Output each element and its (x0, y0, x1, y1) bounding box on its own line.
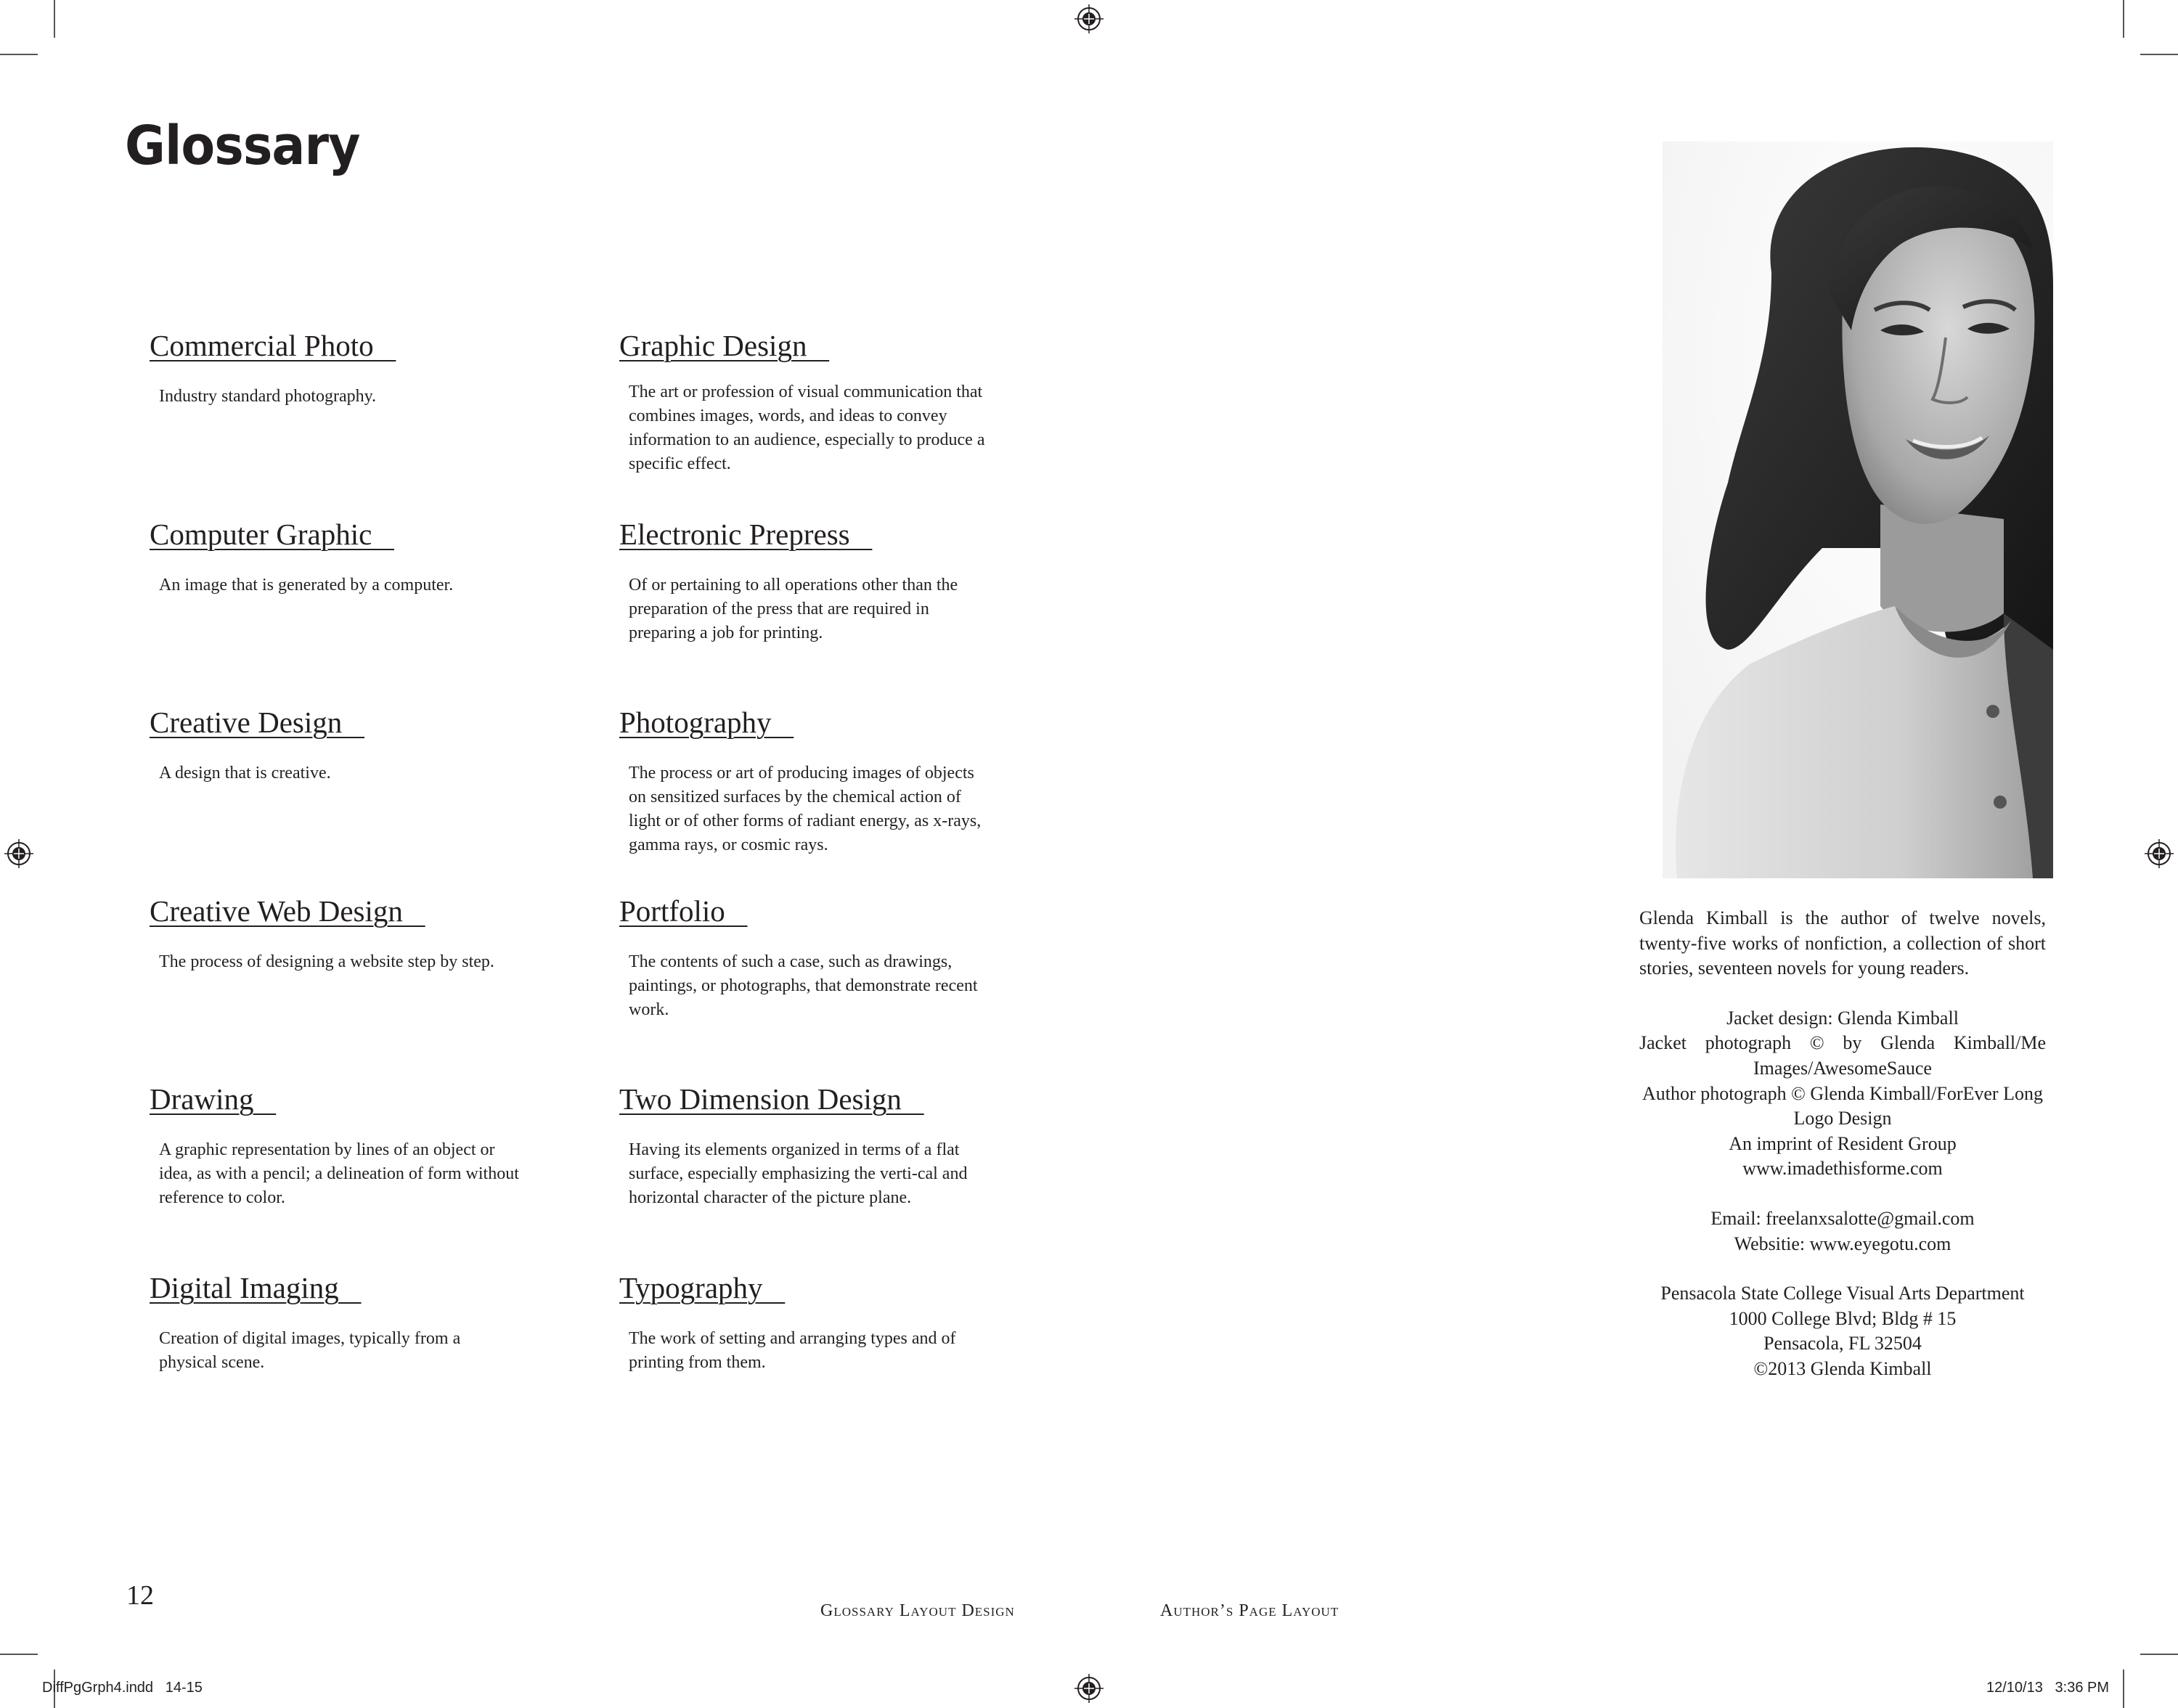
glossary-term: Creative Design (150, 706, 365, 739)
author-info (1639, 906, 2046, 1407)
author-address (1639, 1281, 2046, 1381)
glossary-definition: The process of designing a website step by step. (159, 952, 494, 971)
contact-website: Websitie: www.eyegotu.com (1734, 1233, 1951, 1254)
glossary-definition: Creation of digital images, typically from a physical scene. (159, 1329, 461, 1372)
glossary-definition: An image that is generated by a computer. (159, 576, 454, 594)
crop-mark (2140, 1654, 2178, 1655)
glossary-entry (619, 1082, 1026, 1210)
glossary-definition: A graphic representation by lines of an object or idea, as with a pencil; a delineation of form without reference to color. (159, 1140, 519, 1207)
crop-mark (0, 54, 38, 55)
glossary-entry (619, 328, 1026, 476)
crop-mark (54, 0, 55, 38)
footer-left-label: Glossary Layout Design (820, 1601, 1015, 1620)
glossary-entry (619, 1270, 1026, 1375)
author-bio: Glenda Kimball is the author of twelve novels, twenty-five works of nonfiction, a collection of short stories, seventeen novels for young readers. (1639, 907, 2046, 979)
glossary-term: Commercial Photo (150, 329, 396, 362)
address-line: 1000 College Blvd; Bldg # 15 (1729, 1307, 1957, 1329)
glossary-term: Photography (619, 706, 794, 739)
glossary-term: Two Dimension Design (619, 1082, 924, 1116)
glossary-term: Typography (619, 1271, 786, 1304)
page-number: 12 (126, 1580, 154, 1611)
glossary-term: Digital Imaging (150, 1271, 362, 1304)
glossary-entry (150, 894, 556, 974)
footer-right-label: Author’s Page Layout (1160, 1601, 1339, 1620)
credit-line: Author photograph © Glenda Kimball/ForEver Long (1642, 1082, 2043, 1104)
registration-mark-icon (1074, 4, 1104, 33)
glossary-definition: The work of setting and arranging types and of printing from them. (629, 1329, 956, 1372)
glossary-entry (150, 328, 556, 409)
glossary-definition: The process or art of producing images of objects on sensitized surfaces by the chemical action of light or of other forms of radiant energy, as x-rays, gamma rays, or cosmic rays. (629, 764, 982, 854)
author-contact (1639, 1206, 2046, 1257)
crop-mark (2123, 1670, 2124, 1708)
glossary-term: Electronic Prepress (619, 518, 873, 551)
glossary-entry (619, 894, 1026, 1022)
glossary-entry (150, 705, 556, 785)
glossary-entry (150, 517, 556, 597)
glossary-term: Drawing (150, 1082, 277, 1116)
glossary-term: Graphic Design (619, 329, 830, 362)
glossary-entry (619, 705, 1026, 857)
crop-mark (0, 1654, 38, 1655)
crop-mark (2123, 0, 2124, 38)
registration-mark-icon (1074, 1674, 1104, 1703)
glossary-term: Creative Web Design (150, 894, 425, 928)
credit-line: An imprint of Resident Group (1729, 1132, 1957, 1154)
registration-mark-icon (4, 839, 33, 868)
copyright-line: ©2013 Glenda Kimball (1753, 1357, 1932, 1379)
glossary-term: Computer Graphic (150, 518, 395, 551)
credit-line: www.imadethisforme.com (1742, 1158, 1943, 1180)
glossary-term: Portfolio (619, 894, 748, 928)
page-title: Glossary (125, 115, 360, 177)
slug-timestamp: 12/10/13 3:36 PM (1986, 1680, 2110, 1696)
glossary-definition: Of or pertaining to all operations other than the preparation of the press that are required in preparing a job for printing. (629, 576, 958, 642)
registration-mark-icon (2145, 839, 2174, 868)
address-line: Pensacola State College Visual Arts Department (1660, 1283, 2025, 1304)
address-line: Pensacola, FL 32504 (1763, 1333, 1922, 1354)
crop-mark (2140, 54, 2178, 55)
glossary-definition: Industry standard photography. (159, 387, 377, 406)
glossary-definition: The art or profession of visual communication that combines images, words, and ideas to convey information to an audience, especially to produce a specific effect. (629, 383, 985, 473)
credit-line: Jacket photograph © by Glenda Kimball/Me Images/AwesomeSauce (1639, 1032, 2046, 1079)
credit-line: Logo Design (1793, 1108, 1892, 1129)
contact-email: Email: freelanxsalotte@gmail.com (1710, 1207, 1975, 1229)
slug-filename: DiffPgGrph4.indd 14-15 (42, 1680, 203, 1696)
author-credits (1639, 1006, 2046, 1182)
glossary-entry (150, 1082, 556, 1210)
glossary-entry (150, 1270, 556, 1375)
credit-line: Jacket design: Glenda Kimball (1726, 1007, 1959, 1029)
glossary-definition: The contents of such a case, such as drawings, paintings, or photographs, that demonstrate recent work. (629, 952, 978, 1019)
author-photo (1663, 142, 2053, 878)
glossary-definition: A design that is creative. (159, 764, 331, 783)
glossary-entry (619, 517, 1026, 645)
glossary-definition: Having its elements organized in terms of a flat surface, especially emphasizing the verti-cal and horizontal character of the picture plane. (629, 1140, 968, 1207)
